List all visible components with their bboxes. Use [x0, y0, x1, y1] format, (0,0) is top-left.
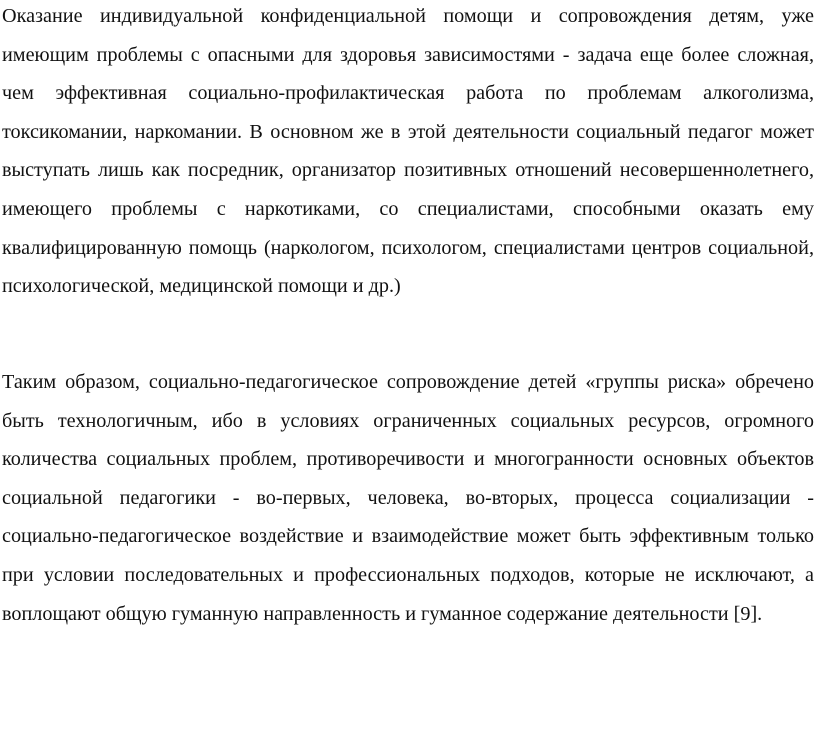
paragraph-1: Оказание индивидуальной конфиденциальной помощи и сопровождения детям, уже имеющим проблемы с опасными для здоровья зависимостями - задача еще более сложная, чем эффективная социально-профилактическая работа по проблемам алкоголизма, токсикомании, наркомании. В основном же в этой деятельности социальный педагог может выступать лишь как посредник, организатор позитивных отношений несовершеннолетнего, имеющего проблемы с наркотиками, со специалистами, способными оказать ему квалифицированную помощь (наркологом, психологом, специалистами центров социальной, психологической, медицинской помощи и др.) — [2, 5, 814, 298]
paragraph-2: Таким образом, социально-педагогическое сопровождение детей «группы риска» обречено быть технологичным, ибо в условиях ограниченных социальных ресурсов, огромного количества социальных проблем, противоречивости и многогранности основных объектов социальной педагогики - во-первых, человека, во-вторых, процесса социализации - социально-педагогическое воздействие и взаимодействие может быть эффективным только при условии последовательных и профессиональных подходов, которые не исключают, а воплощают общую гуманную направленность и гуманное содержание деятельности [9]. — [2, 371, 814, 625]
